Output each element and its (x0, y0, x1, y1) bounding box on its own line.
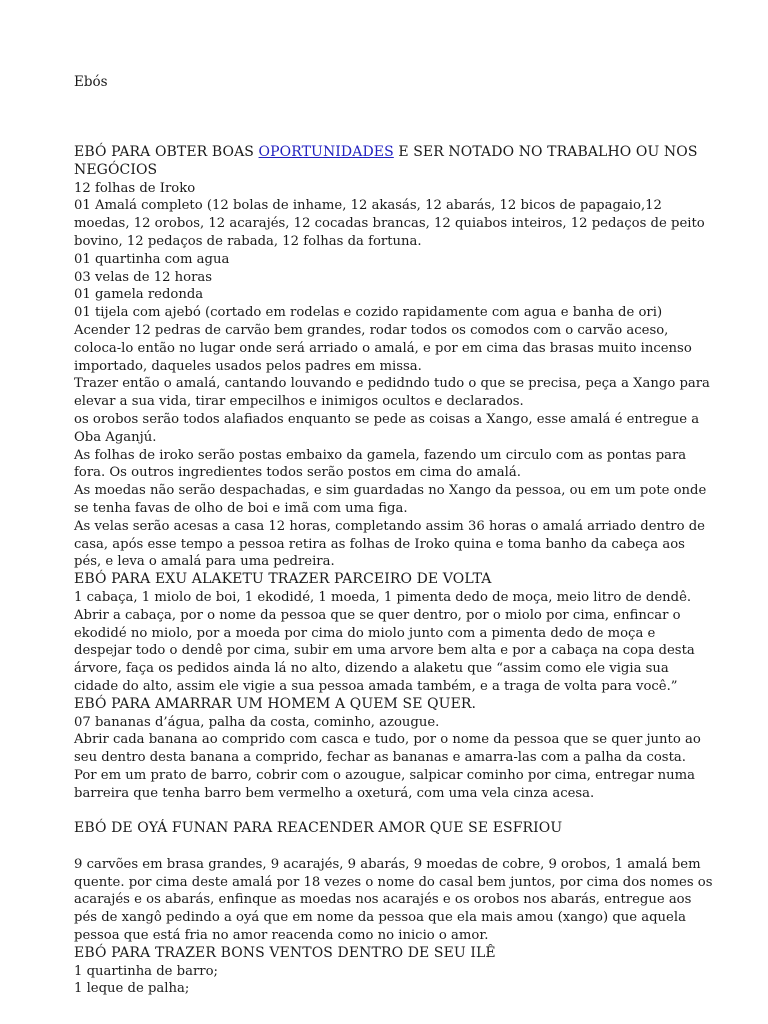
paragraph: 07 bananas d’água, palha da costa, cominho, azougue. (74, 714, 440, 730)
paragraph: 1 quartinha de barro; (74, 963, 218, 979)
paragraph: 1 cabaça, 1 miolo de boi, 1 ekodidé, 1 moeda, 1 pimenta dedo de moça, meio litro de dendê. (74, 589, 692, 605)
paragraph: 01 quartinha com agua (74, 251, 230, 267)
document-body (74, 144, 714, 998)
paragraph: 9 carvões em brasa grandes, 9 acarajés, 9 abarás, 9 moedas de cobre, 9 orobos, 1 amalá bem quente. por cima deste amalá por 18 vezes o nome do casal bem juntos, por cima dos nomes os acarajés e os abarás, enfinque as moedas nos acarajés e os orobos nos abarás, entregue aos pés de xangô pedindo a oyá que em nome da pessoa que ela mais amou (xango) que aquela pessoa que está fria no amor reacenda como no inicio o amor. (74, 856, 713, 944)
section-heading: EBÓ PARA OBTER BOAS OPORTUNIDADES E SER NOTADO NO TRABALHO OU NOS NEGÓCIOS (74, 144, 698, 178)
section-heading: EBÓ PARA EXU ALAKETU TRAZER PARCEIRO DE VOLTA (74, 571, 492, 588)
oportunidades-link[interactable]: OPORTUNIDADES (258, 144, 394, 160)
paragraph: As moedas não serão despachadas, e sim guardadas no Xango da pessoa, ou em um pote onde se tenha favas de olho de boi e imã com uma figa. (74, 483, 707, 516)
paragraph: 01 Amalá completo (12 bolas de inhame, 12 akasás, 12 abarás, 12 bicos de papagaio,12 moedas, 12 orobos, 12 acarajés, 12 cocadas brancas, 12 quiabos inteiros, 12 pedaços de peito bovino, 12 pedaços de rabada, 12 folhas da fortuna. (74, 198, 705, 249)
paragraph: 01 gamela redonda (74, 287, 204, 303)
paragraph: Acender 12 pedras de carvão bem grandes, rodar todos os comodos com o carvão aceso, coloca-lo então no lugar onde será arriado o amalá, e por em cima das brasas muito incenso importado, daqueles usados pelos padres em missa. (74, 322, 692, 374)
paragraph: 01 tijela com ajebó (cortado em rodelas e cozido rapidamente com agua e banha de ori) (74, 305, 663, 321)
paragraph: 03 velas de 12 horas (74, 269, 213, 285)
section-heading: EBÓ DE OYÁ FUNAN PARA REACENDER AMOR QUE SE ESFRIOU (74, 820, 563, 837)
paragraph: 12 folhas de Iroko (74, 180, 196, 196)
paragraph: As velas serão acesas a casa 12 horas, completando assim 36 horas o amalá arriado dentro de casa, após esse tempo a pessoa retira as folhas de Iroko quina e toma banho da cabeça aos pés, e leva o amalá para uma pedreira. (74, 518, 705, 570)
blank-line (74, 802, 714, 820)
blank-line (74, 838, 714, 856)
paragraph: os orobos serão todos alafiados enquanto se pede as coisas a Xango, esse amalá é entregue a Oba Aganjú. (74, 411, 700, 445)
section-heading: EBÓ PARA AMARRAR UM HOMEM A QUEM SE QUER. (74, 695, 477, 712)
paragraph: Por em um prato de barro, cobrir com o azougue, salpicar cominho por cima, entregar numa barreira que tenha barro bem vermelho a oxeturá, com uma vela cinza acesa. (74, 767, 695, 801)
paragraph: As folhas de iroko serão postas embaixo da gamela, fazendo um circulo com as pontas para fora. Os outros ingredientes todos serão postos em cima do amalá. (74, 447, 687, 481)
paragraph: Abrir a cabaça, por o nome da pessoa que se quer dentro, por o miolo por cima, enfincar o ekodidé no miolo, por a moeda por cima do miolo junto com a pimenta dedo de moça e despejar todo o dendê por cima, subir em uma arvore bem alta e por a cabaça na copa desta árvore, faça os pedidos ainda lá no alto, dizendo a alaketu que “assim como ele vigia sua cidade do alto, assim ele vigie a sua pessoa amada também, e a traga de volta para você.” (74, 607, 695, 694)
document-title: Ebós (74, 74, 108, 90)
section-heading: EBÓ PARA TRAZER BONS VENTOS DENTRO DE SEU ILÊ (74, 944, 496, 961)
paragraph: 1 leque de palha; (74, 981, 190, 997)
paragraph: Abrir cada banana ao comprido com casca e tudo, por o nome da pessoa que se quer junto ao seu dentro desta banana a comprido, fechar as bananas e amarra-las com a palha da costa. (74, 732, 701, 766)
paragraph: Trazer então o amalá, cantando louvando e pedidndo tudo o que se precisa, peça a Xango para elevar a sua vida, tirar empecilhos e inimigos ocultos e declarados. (74, 376, 710, 410)
